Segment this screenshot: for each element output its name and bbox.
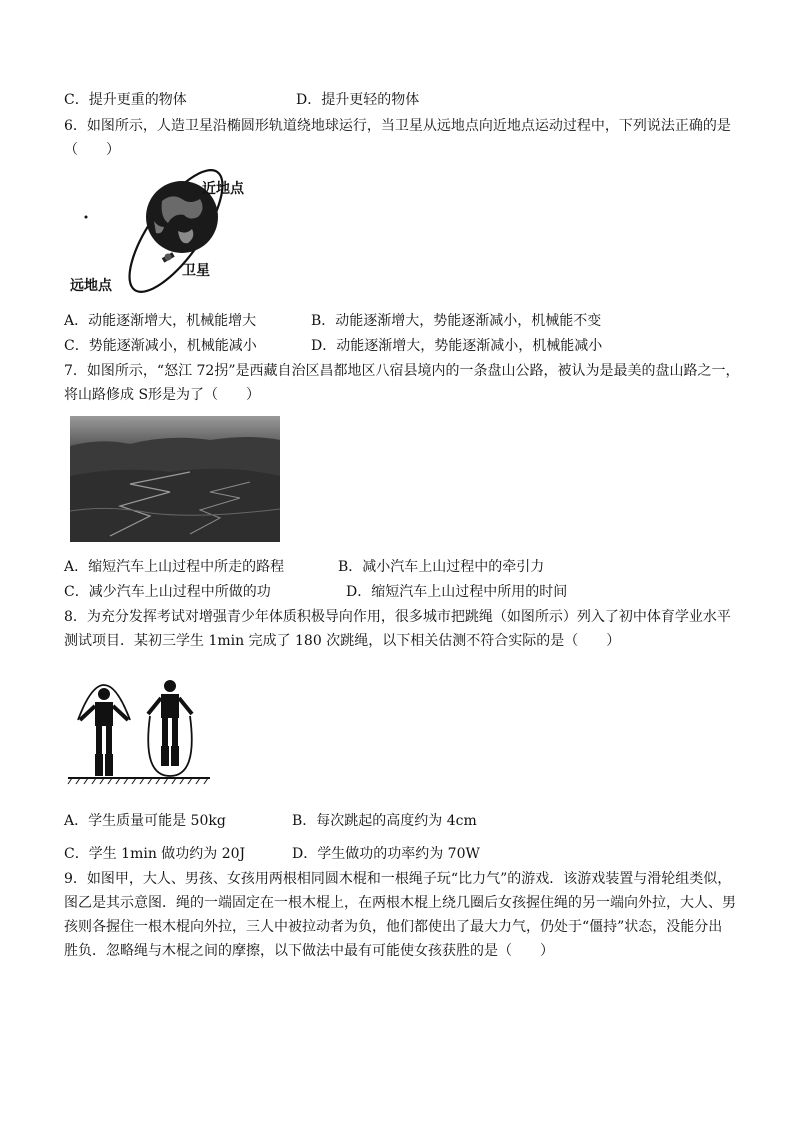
- q7-stem-line-1: 7．如图所示，“怒江 72拐”是西藏自治区昌都地区八宿县境内的一条盘山公路，被认为是最美的盘山路之一，: [64, 363, 740, 379]
- mountain-road-photo: [70, 416, 280, 542]
- q8-option-d: D．学生做功的功率约为 70W: [292, 846, 480, 862]
- jumper-right: [148, 680, 192, 776]
- apogee-label: 远地点: [70, 278, 112, 294]
- q9-stem-line-1: 9．如图甲，大人、男孩、女孩用两根相同圆木棍和一根绳子玩“比力气”的游戏．该游戏装置与滑轮组类似，: [64, 871, 732, 887]
- q8-option-c: C．学生 1min 做功约为 20J: [64, 846, 246, 862]
- jumper-left: [78, 685, 130, 776]
- q8-option-a: A．学生质量可能是 50kg: [64, 813, 226, 829]
- q6-stem-line-1: 6．如图所示，人造卫星沿椭圆形轨道绕地球运行，当卫星从远地点向近地点运动过程中，下列说法正确的是: [64, 118, 731, 134]
- jump-rope-figure: [64, 662, 214, 788]
- q6-option-a: A．动能逐渐增大，机械能增大: [64, 313, 257, 329]
- q6-option-d: D．动能逐渐增大，势能逐渐减小，机械能减小: [311, 338, 603, 354]
- q5-option-d: D．提升更轻的物体: [296, 92, 420, 108]
- q7-option-c: C．减少汽车上山过程中所做的功: [64, 584, 271, 600]
- q6-option-b: B．动能逐渐增大，势能逐渐减小，机械能不变: [311, 313, 602, 329]
- q9-stem-line-2: 图乙是其示意图．绳的一端固定在一根木棍上，在两根木棍上绕几圈后女孩握住绳的另一端向外拉，大人、男: [64, 895, 736, 911]
- q6-stem-line-2: （ ）: [64, 142, 120, 158]
- satellite-label: 卫星: [182, 263, 210, 279]
- q7-option-d: D．缩短汽车上山过程中所用的时间: [346, 584, 568, 600]
- satellite-orbit-figure: [66, 165, 244, 297]
- q7-option-b: B．减小汽车上山过程中的牵引力: [338, 559, 545, 575]
- perigee-label: 近地点: [202, 181, 244, 197]
- q7-option-a: A．缩短汽车上山过程中所走的路程: [64, 559, 285, 575]
- q6-option-c: C．势能逐渐减小，机械能减小: [64, 338, 257, 354]
- satellite-icon: [162, 252, 175, 262]
- q8-stem-line-1: 8．为充分发挥考试对增强青少年体质积极导向作用，很多城市把跳绳（如图所示）列入了初中体育学业水平: [64, 609, 731, 625]
- q5-option-c: C．提升更重的物体: [64, 92, 187, 108]
- q8-stem-line-2: 测试项目．某初三学生 1min 完成了 180 次跳绳，以下相关估测不符合实际的是（ ）: [64, 633, 621, 649]
- q9-stem-line-4: 胜负．忽略绳与木棍之间的摩擦，以下做法中最有可能使女孩获胜的是（ ）: [64, 943, 554, 959]
- q7-stem-line-2: 将山路修成 S形是为了（ ）: [64, 387, 261, 403]
- q8-option-b: B．每次跳起的高度约为 4cm: [292, 813, 477, 829]
- q9-stem-line-3: 孩则各握住一根木棍向外拉，三人中被拉动者为负，他们都使出了最大力气，仍处于“僵持”状态，没能分出: [64, 919, 723, 935]
